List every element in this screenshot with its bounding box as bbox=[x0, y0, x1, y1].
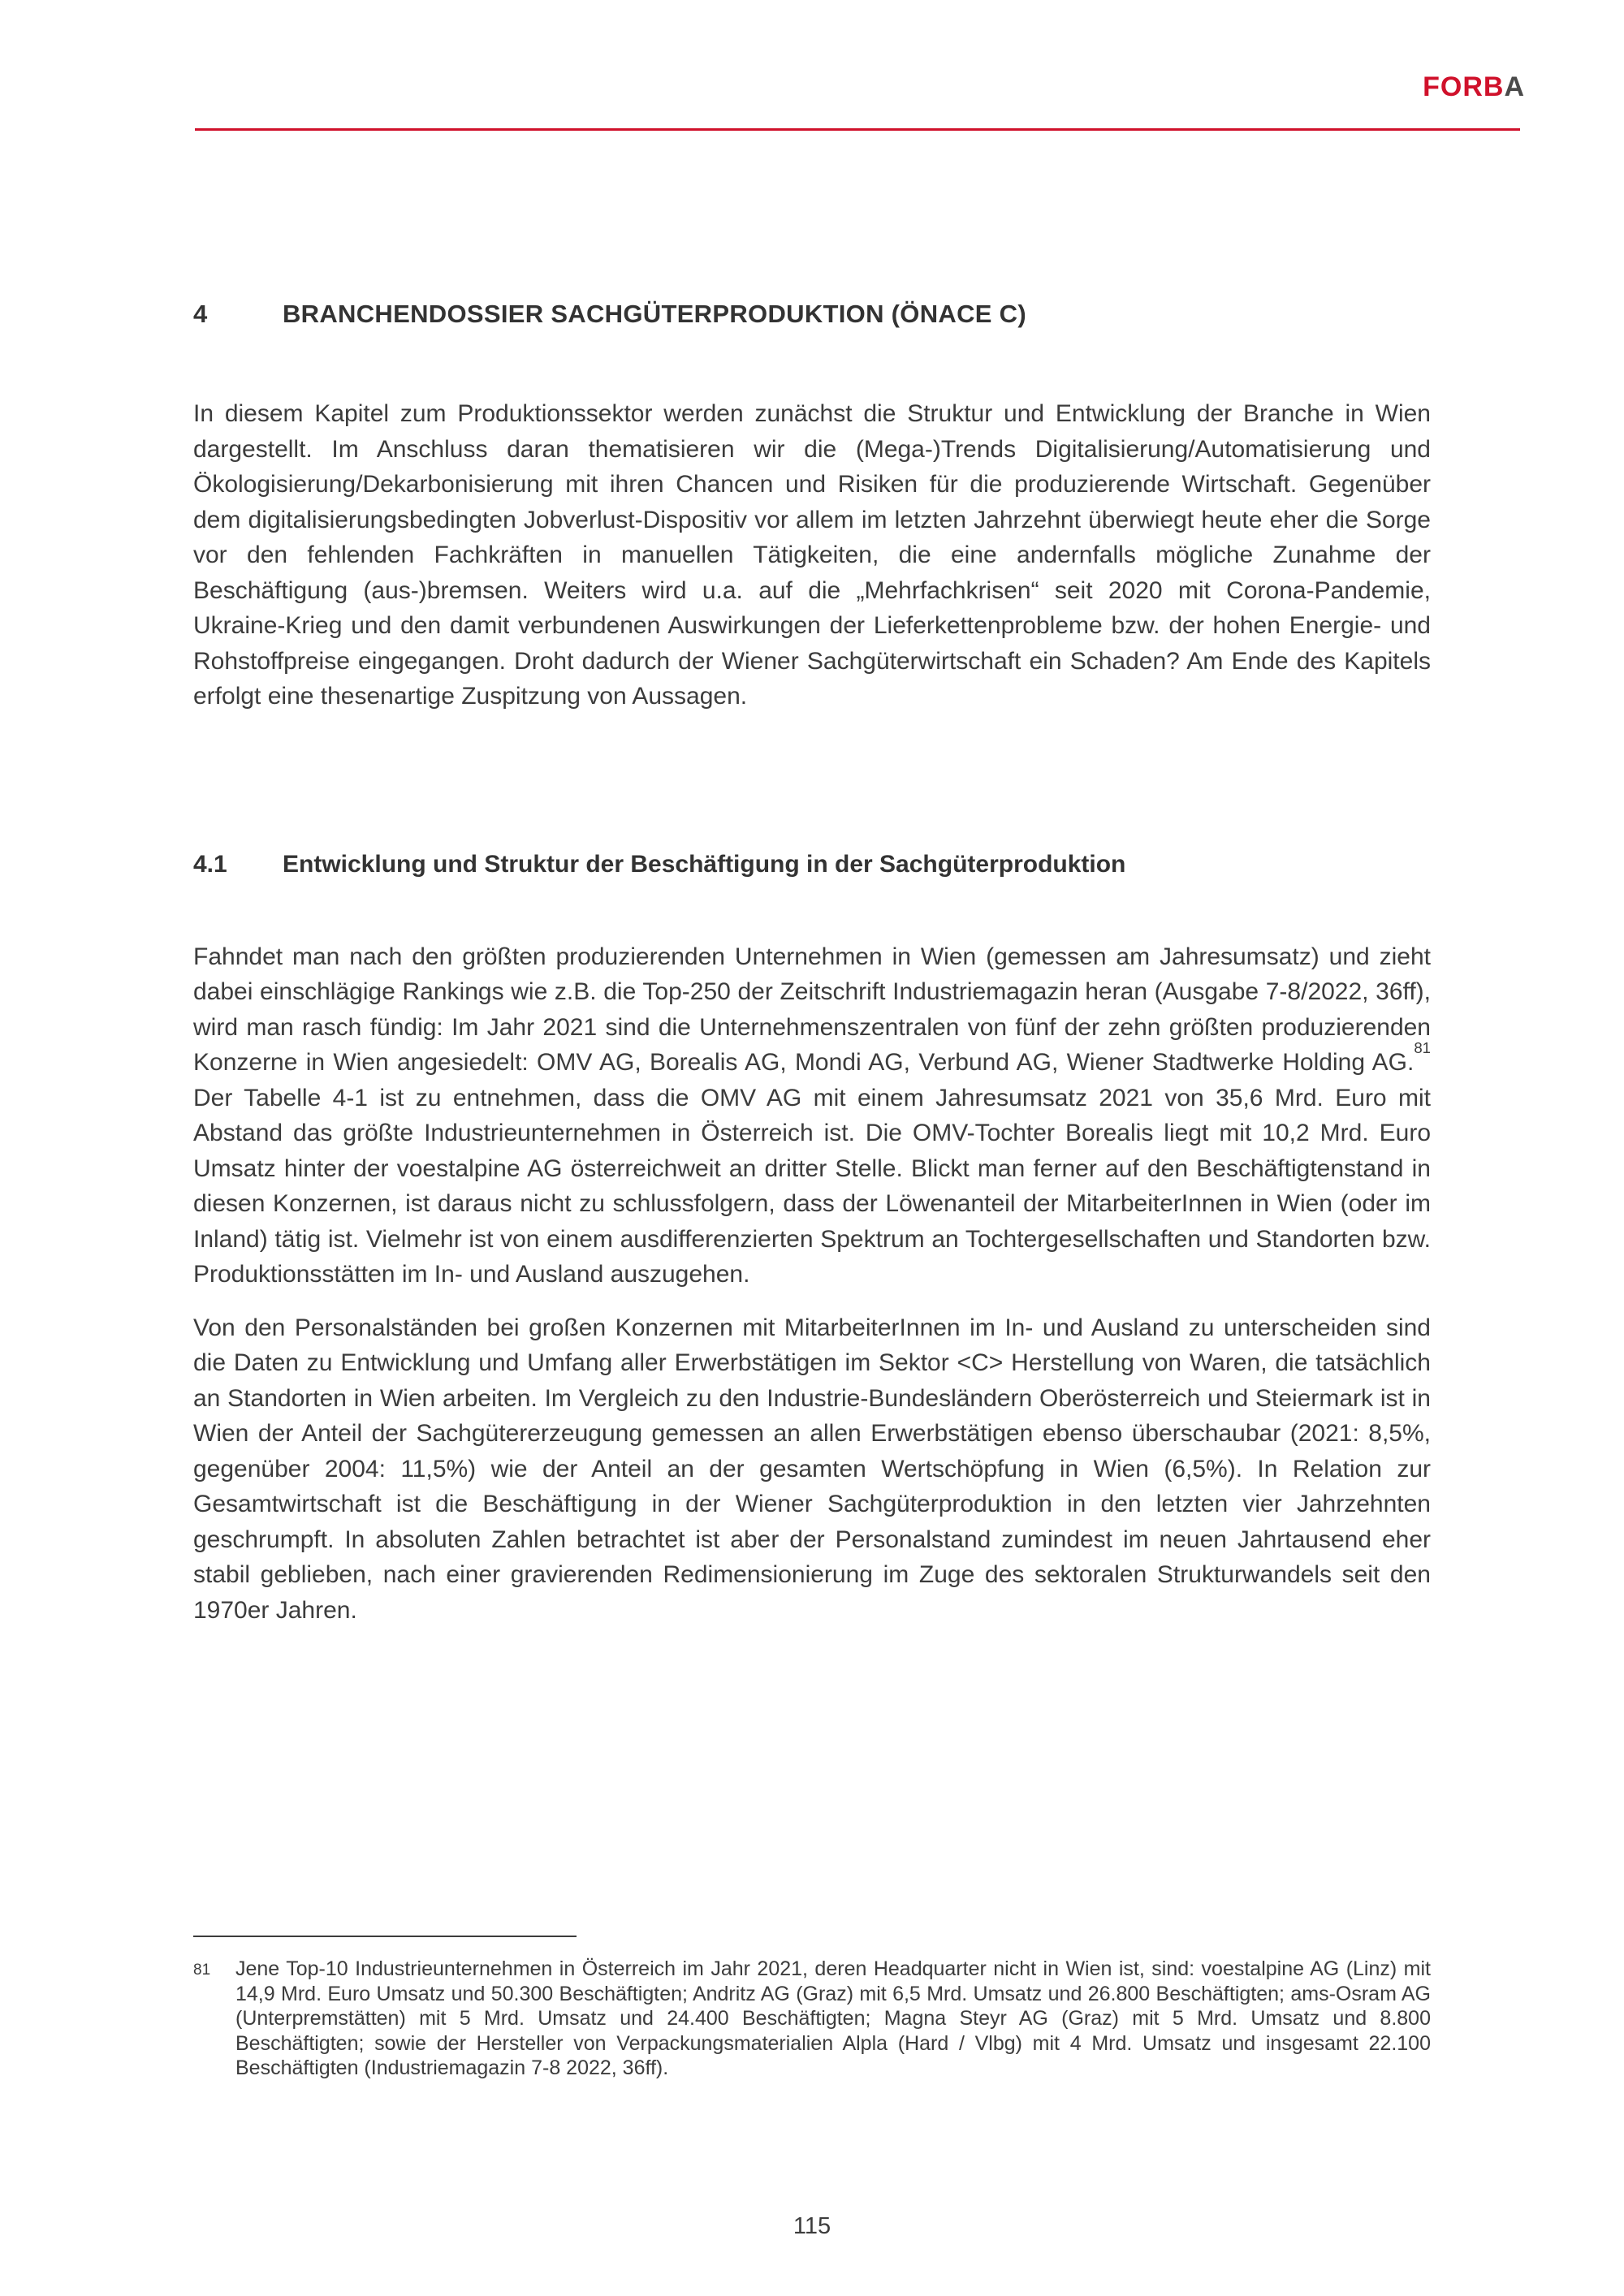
page-number: 115 bbox=[793, 2213, 831, 2239]
footnote-ref-81: 81 bbox=[1414, 1038, 1431, 1056]
subsection-number: 4.1 bbox=[193, 850, 227, 878]
page-content bbox=[193, 299, 1431, 1646]
footnote-number: 81 bbox=[193, 1962, 211, 1979]
footnote-rule bbox=[193, 1936, 577, 1937]
paragraph-intro: In diesem Kapitel zum Produktionssektor werden zunächst die Struktur und Entwicklung der Branche in Wien dargestellt. Im Anschluss daran thematisieren wir die (Mega-)Trends Digitalisierung/Automatisierung und Ökologisierung/Dekarbonisierung mit ihren Chancen und Risiken für die produzierende Wirtschaft. Gegenüber dem digitalisierungsbedingten Jobverlust-Dispositiv vor allem im letzten Jahrzehnt überwiegt heute eher die Sorge vor den fehlenden Fachkräften in manuellen Tätigkeiten, die eine andernfalls mögliche Zunahme der Beschäftigung (aus-)bremsen. Weiters wird u.a. auf die „Mehrfachkrisen“ seit 2020 mit Corona-Pandemie, Ukraine-Krieg und den damit verbundenen Auswirkungen der Lieferkettenprobleme bzw. der hohen Energie- und Rohstoffpreise eingegangen. Droht dadurch der Wiener Sachgüterwirtschaft ein Schaden? Am Ende des Kapitels erfolgt eine thesenartige Zuspitzung von Aussagen. bbox=[193, 400, 1431, 710]
forba-logo-text-main: FORB bbox=[1423, 71, 1505, 102]
forba-logo bbox=[1423, 71, 1525, 103]
section-title: BRANCHENDOSSIER SACHGÜTERPRODUKTION (ÖNACE C) bbox=[283, 300, 1026, 328]
paragraph-companies bbox=[193, 939, 1431, 1293]
forba-logo-text-accent: A bbox=[1504, 71, 1525, 102]
paragraph-companies-part1: Fahndet man nach den größten produzierenden Unternehmen in Wien (gemessen am Jahresumsatz) und zieht dabei einschlägige Rankings wie z.B. die Top-250 der Zeitschrift Industriemagazin heran (Ausgabe 7-8/2022, 36ff), wird man rasch fündig: Im Jahr 2021 sind die Unternehmenszentralen von fünf der zehn größten produzierenden Konzerne in Wien angesiedelt: OMV AG, Borealis AG, Mondi AG, Verbund AG, Wiener Stadtwerke Holding AG. bbox=[193, 943, 1431, 1076]
footnote-area bbox=[193, 1936, 1431, 2081]
section-heading bbox=[193, 299, 1431, 330]
paragraph-companies-part2: Der Tabelle 4-1 ist zu entnehmen, dass die OMV AG mit einem Jahresumsatz 2021 von 35,6 Mrd. Euro mit Abstand das größte Industrieunternehmen in Österreich ist. Die OMV-Tochter Borealis liegt mit 10,2 Mrd. Euro Umsatz hinter der voestalpine AG österreichweit an dritter Stelle. Blickt man ferner auf den Beschäftigtenstand in diesen Konzernen, ist daraus nicht zu schlussfolgern, dass der Löwenanteil der MitarbeiterInnen in Wien (oder im Inland) tätig ist. Vielmehr ist von einem ausdifferenzierten Spektrum an Tochtergesellschaften und Standorten bzw. Produktionsstätten im In- und Ausland auszugehen. bbox=[193, 1084, 1431, 1288]
footnote-81 bbox=[193, 1957, 1431, 2081]
section-number: 4 bbox=[193, 300, 208, 328]
footnote-text: Jene Top-10 Industrieunternehmen in Österreich im Jahr 2021, deren Headquarter nicht in Wien ist, sind: voestalpine AG (Linz) mit 14,9 Mrd. Euro Umsatz und 50.300 Beschäftigten; Andritz AG (Graz) mit 6,5 Mrd. Umsatz und 26.800 Beschäftigten; ams-Osram AG (Unterpremstätten) mit 5 Mrd. Umsatz und 24.400 Beschäftigten; Magna Steyr AG (Graz) mit 5 Mrd. Umsatz und 8.800 Beschäftigten; sowie der Hersteller von Verpackungsmaterialien Alpla (Hard / Vlbg) mit 4 Mrd. Umsatz und insgesamt 22.100 Beschäftigten (Industriemagazin 7-8 2022, 36ff). bbox=[235, 1957, 1431, 2079]
subsection-heading bbox=[193, 850, 1431, 879]
subsection-title: Entwicklung und Struktur der Beschäftigung in der Sachgüterproduktion bbox=[283, 850, 1126, 878]
header-rule bbox=[195, 128, 1520, 131]
paragraph-employment: Von den Personalständen bei großen Konzernen mit MitarbeiterInnen im In- und Ausland zu unterscheiden sind die Daten zu Entwicklung und Umfang aller Erwerbstätigen im Sektor <C> Herstellung von Waren, die tatsächlich an Standorten in Wien arbeiten. Im Vergleich zu den Industrie-Bundesländern Oberösterreich und Steiermark ist in Wien der Anteil der Sachgütererzeugung gemessen an allen Erwerbstätigen ebenso überschaubar (2021: 8,5%, gegenüber 2004: 11,5%) wie der Anteil an der gesamten Wertschöpfung in Wien (6,5%). In Relation zur Gesamtwirtschaft ist die Beschäftigung in der Wiener Sachgüterproduktion in den letzten vier Jahrzehnten geschrumpft. In absoluten Zahlen betrachtet ist aber der Personalstand zumindest im neuen Jahrtausend eher stabil geblieben, nach einer gravierenden Redimensionierung im Zuge des sektoralen Strukturwandels seit den 1970er Jahren. bbox=[193, 1314, 1431, 1624]
